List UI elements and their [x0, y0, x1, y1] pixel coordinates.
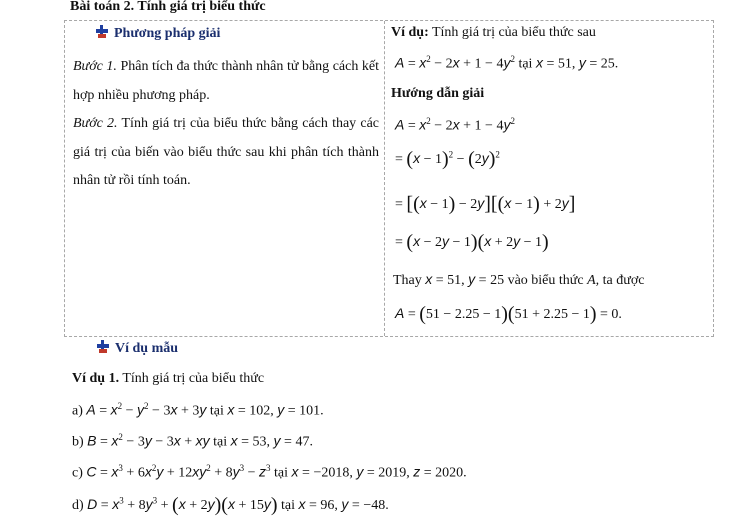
sample-intro: [72, 371, 264, 387]
sample-heading-text: Ví dụ mẫu: [115, 341, 179, 356]
exercise-d-label: d): [72, 498, 84, 513]
method-steps: [73, 53, 379, 196]
substitute-line: Thay x = 51, y = 25 vào biểu thức A, ta được: [393, 271, 645, 288]
solution-result: A = (51 − 2.25 − 1)(51 + 2.25 − 1) = 0.: [395, 303, 622, 325]
example-column: [385, 21, 713, 336]
sample-label: Ví dụ 1.: [72, 371, 120, 386]
exercise-c-tai: tại: [274, 465, 289, 481]
exercise-c-label: c): [72, 465, 83, 481]
substitute-var: A,: [587, 273, 600, 288]
example-tai: tại: [518, 56, 533, 72]
section-title: Bài toán 2. Tính giá trị biểu thức: [70, 0, 266, 14]
pin-icon: [96, 340, 110, 354]
example-line: [391, 25, 596, 41]
step1-text: Phân tích đa thức thành nhân tử bằng cách kết hợp nhiều phương pháp.: [73, 59, 380, 103]
solution-line-3: = [(x − 1) − 2y][(x − 1) + 2y]: [395, 193, 576, 215]
step2-label: Bước 2.: [73, 116, 118, 132]
exercise-a-label: a): [72, 403, 83, 419]
sample-text: Tính giá trị của biểu thức: [122, 371, 265, 386]
guide-heading: Hướng dẫn giải: [391, 86, 485, 101]
solution-line-2: = $(x - 1)^2 - (2y)^2$: [395, 148, 500, 170]
method-column: [65, 21, 385, 336]
example-text: Tính giá trị của biểu thức sau: [431, 25, 596, 40]
substitute-c: ta được: [602, 273, 645, 288]
example-expression: $A = x^2 - 2x + 1 - 4y^2$ tại x = 51, y = 25.: [395, 54, 619, 72]
pin-icon: [95, 25, 109, 39]
step2-text: Tính giá trị của biểu thức bằng cách thay các giá trị của biến vào biểu thức sau khi phân tích thành nhân tử rồi tính toán.: [73, 116, 379, 189]
exercise-d: d) $D = x^3 + 8y^3 + (x + 2y)(x + 15y)$ tại x = 96, y = −48.: [72, 494, 389, 516]
exercise-b-tai: tại: [213, 434, 228, 450]
exercise-a-tai: tại: [209, 403, 224, 419]
exercise-d-tai: tại: [281, 498, 296, 513]
sample-heading: [96, 340, 178, 357]
exercise-b: b) $B = x^2 - 3y - 3x$ + xy tại x = 53, y = 47.: [72, 432, 313, 450]
solution-line-4: = (x − 2y − 1)(x + 2y − 1): [395, 231, 549, 253]
substitute-a: Thay: [393, 273, 422, 288]
step1-label: Bước 1.: [73, 59, 117, 74]
exercise-c: c) $C = x^3 + 6x^2y + 12xy^2 + 8y^3 - z^3$ tại x = −2018, y = 2019, z = 2020.: [72, 463, 467, 481]
solution-line-1: $A = x^2 - 2x + 1 - 4y^2$: [395, 116, 515, 134]
example-label: Ví dụ:: [391, 25, 429, 40]
method-heading-text: Phương pháp giải: [114, 26, 221, 41]
method-heading: [95, 25, 220, 42]
substitute-b: vào biểu thức: [507, 273, 584, 288]
exercise-a: a) $A = x^2 - y^2 - 3x + 3y$ tại x = 102, y = 101.: [72, 401, 324, 419]
method-table: [64, 20, 714, 337]
exercise-b-label: b): [72, 434, 84, 450]
